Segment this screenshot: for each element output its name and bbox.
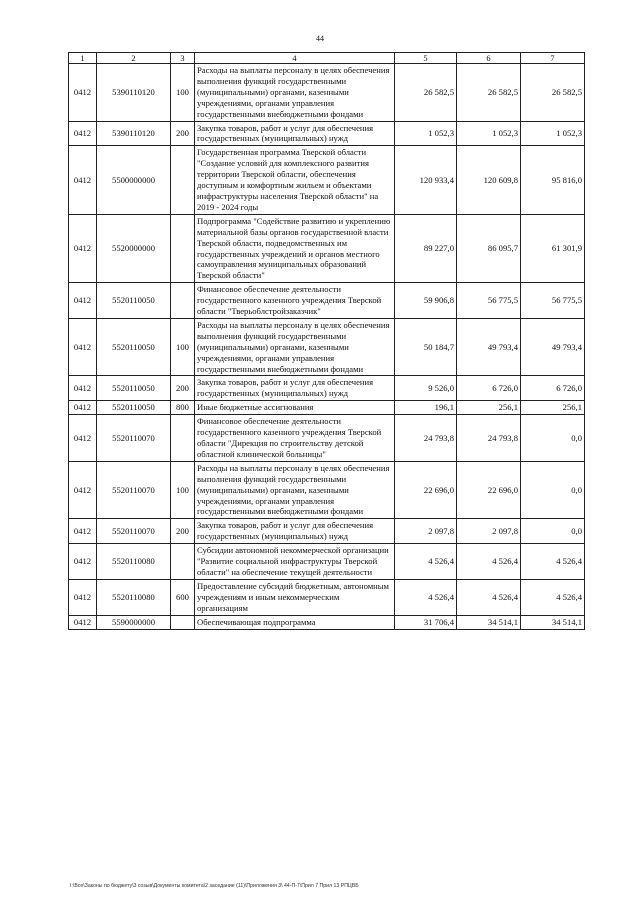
expense-type-cell	[171, 615, 195, 629]
budget-table	[68, 52, 585, 630]
section-cell: 0412	[69, 283, 97, 319]
amount-year1-cell: 4 526,4	[395, 544, 457, 580]
amount-year2-cell: 4 526,4	[457, 579, 521, 615]
expense-name-cell: Закупка товаров, работ и услуг для обеспечения государственных (муниципальных) нужд	[195, 519, 395, 544]
target-code-cell: 5390110120	[97, 64, 171, 122]
amount-year3-cell: 6 726,0	[521, 376, 585, 401]
table-row	[69, 415, 585, 462]
table-header-row	[69, 53, 585, 64]
section-cell: 0412	[69, 615, 97, 629]
table-row	[69, 376, 585, 401]
amount-year2-cell: 120 609,8	[457, 146, 521, 214]
header-cell: 1	[69, 53, 97, 64]
expense-name-cell: Подпрограмма "Содействие развитию и укреплению материальной базы органов государственной власти Тверской области, подведомственных им государственных учреждений и органов местного самоуправления муниципальных образований Тверской области"	[195, 214, 395, 282]
amount-year2-cell: 6 726,0	[457, 376, 521, 401]
expense-name-cell: Финансовое обеспечение деятельности государственного казенного учреждения Тверской области "Дирекция по строительству детской областной клинической больницы"	[195, 415, 395, 462]
expense-name-cell: Расходы на выплаты персоналу в целях обеспечения выполнения функций государственными (муниципальными) органами, казенными учреждениями, органами управления государственными внебюджетными фондами	[195, 461, 395, 519]
amount-year3-cell: 0,0	[521, 415, 585, 462]
header-cell: 5	[395, 53, 457, 64]
amount-year2-cell: 86 095,7	[457, 214, 521, 282]
amount-year3-cell: 0,0	[521, 461, 585, 519]
expense-type-cell: 100	[171, 318, 195, 376]
amount-year1-cell: 2 097,8	[395, 519, 457, 544]
amount-year3-cell: 256,1	[521, 401, 585, 415]
amount-year1-cell: 9 526,0	[395, 376, 457, 401]
section-cell: 0412	[69, 64, 97, 122]
expense-type-cell	[171, 415, 195, 462]
section-cell: 0412	[69, 121, 97, 146]
table-row	[69, 214, 585, 282]
expense-type-cell: 200	[171, 519, 195, 544]
expense-name-cell: Закупка товаров, работ и услуг для обеспечения государственных (муниципальных) нужд	[195, 376, 395, 401]
amount-year2-cell: 4 526,4	[457, 544, 521, 580]
target-code-cell: 5520110050	[97, 283, 171, 319]
amount-year2-cell: 26 582,5	[457, 64, 521, 122]
amount-year2-cell: 24 793,8	[457, 415, 521, 462]
section-cell: 0412	[69, 146, 97, 214]
target-code-cell: 5520110050	[97, 376, 171, 401]
section-cell: 0412	[69, 579, 97, 615]
header-cell: 4	[195, 53, 395, 64]
amount-year3-cell: 26 582,5	[521, 64, 585, 122]
expense-type-cell	[171, 283, 195, 319]
table-row	[69, 579, 585, 615]
amount-year2-cell: 49 793,4	[457, 318, 521, 376]
target-code-cell: 5590000000	[97, 615, 171, 629]
section-cell: 0412	[69, 214, 97, 282]
target-code-cell: 5520110070	[97, 519, 171, 544]
amount-year3-cell: 0,0	[521, 519, 585, 544]
expense-type-cell	[171, 214, 195, 282]
expense-name-cell: Предоставление субсидий бюджетным, автономным учреждениям и иным некоммерческим организациям	[195, 579, 395, 615]
target-code-cell: 5520110050	[97, 318, 171, 376]
target-code-cell: 5520110080	[97, 544, 171, 580]
header-cell: 3	[171, 53, 195, 64]
table-row	[69, 401, 585, 415]
page-number: 44	[316, 34, 324, 43]
table-row	[69, 615, 585, 629]
expense-name-cell: Обеспечивающая подпрограмма	[195, 615, 395, 629]
header-cell: 7	[521, 53, 585, 64]
expense-name-cell: Финансовое обеспечение деятельности государственного казенного учреждения Тверской области "Тверьоблстройзаказчик"	[195, 283, 395, 319]
amount-year3-cell: 49 793,4	[521, 318, 585, 376]
table-row	[69, 146, 585, 214]
amount-year1-cell: 24 793,8	[395, 415, 457, 462]
amount-year3-cell: 34 514,1	[521, 615, 585, 629]
amount-year3-cell: 95 816,0	[521, 146, 585, 214]
expense-type-cell	[171, 544, 195, 580]
amount-year1-cell: 89 227,0	[395, 214, 457, 282]
section-cell: 0412	[69, 519, 97, 544]
amount-year3-cell: 4 526,4	[521, 579, 585, 615]
amount-year2-cell: 34 514,1	[457, 615, 521, 629]
target-code-cell: 5520110070	[97, 461, 171, 519]
expense-type-cell: 600	[171, 579, 195, 615]
amount-year1-cell: 1 052,3	[395, 121, 457, 146]
expense-name-cell: Субсидии автономной некоммерческой организации "Развитие социальной инфраструктуры Тверской области" на обеспечение текущей деятельности	[195, 544, 395, 580]
expense-type-cell: 200	[171, 376, 195, 401]
footer-file-path: I:\Все\Законы по бюджету\3 созыв\Документы комитета\2 заседание (11)\Приложения 3\ 44-П-7\Прил 7 Прил 13 РПЦВБ	[70, 883, 359, 889]
amount-year1-cell: 50 184,7	[395, 318, 457, 376]
amount-year2-cell: 2 097,8	[457, 519, 521, 544]
expense-name-cell: Иные бюджетные ассигнования	[195, 401, 395, 415]
amount-year1-cell: 59 906,8	[395, 283, 457, 319]
section-cell: 0412	[69, 376, 97, 401]
table-row	[69, 544, 585, 580]
amount-year1-cell: 4 526,4	[395, 579, 457, 615]
table-row	[69, 519, 585, 544]
expense-type-cell: 200	[171, 121, 195, 146]
table-row	[69, 461, 585, 519]
amount-year1-cell: 31 706,4	[395, 615, 457, 629]
table-row	[69, 283, 585, 319]
expense-type-cell: 100	[171, 64, 195, 122]
target-code-cell: 5500000000	[97, 146, 171, 214]
amount-year3-cell: 56 775,5	[521, 283, 585, 319]
amount-year1-cell: 120 933,4	[395, 146, 457, 214]
amount-year3-cell: 4 526,4	[521, 544, 585, 580]
section-cell: 0412	[69, 415, 97, 462]
section-cell: 0412	[69, 461, 97, 519]
header-cell: 2	[97, 53, 171, 64]
amount-year2-cell: 256,1	[457, 401, 521, 415]
expense-type-cell	[171, 146, 195, 214]
expense-name-cell: Закупка товаров, работ и услуг для обеспечения государственных (муниципальных) нужд	[195, 121, 395, 146]
target-code-cell: 5520110050	[97, 401, 171, 415]
amount-year3-cell: 1 052,3	[521, 121, 585, 146]
table-row	[69, 121, 585, 146]
target-code-cell: 5520000000	[97, 214, 171, 282]
amount-year1-cell: 196,1	[395, 401, 457, 415]
expense-type-cell: 800	[171, 401, 195, 415]
target-code-cell: 5390110120	[97, 121, 171, 146]
amount-year2-cell: 1 052,3	[457, 121, 521, 146]
amount-year1-cell: 26 582,5	[395, 64, 457, 122]
section-cell: 0412	[69, 401, 97, 415]
amount-year2-cell: 22 696,0	[457, 461, 521, 519]
target-code-cell: 5520110070	[97, 415, 171, 462]
amount-year3-cell: 61 301,9	[521, 214, 585, 282]
table-row	[69, 64, 585, 122]
expense-name-cell: Государственная программа Тверской области "Создание условий для комплексного развития территории Тверской области, обеспечения доступным и комфортным жильем и объектами инфраструктуры населения Тверской области" на 2019 - 2024 годы	[195, 146, 395, 214]
section-cell: 0412	[69, 544, 97, 580]
header-cell: 6	[457, 53, 521, 64]
expense-type-cell: 100	[171, 461, 195, 519]
expense-name-cell: Расходы на выплаты персоналу в целях обеспечения выполнения функций государственными (муниципальными) органами, казенными учреждениями, органами управления государственными внебюджетными фондами	[195, 318, 395, 376]
expense-name-cell: Расходы на выплаты персоналу в целях обеспечения выполнения функций государственными (муниципальными) органами, казенными учреждениями, органами управления государственными внебюджетными фондами	[195, 64, 395, 122]
target-code-cell: 5520110080	[97, 579, 171, 615]
amount-year2-cell: 56 775,5	[457, 283, 521, 319]
table-row	[69, 318, 585, 376]
section-cell: 0412	[69, 318, 97, 376]
amount-year1-cell: 22 696,0	[395, 461, 457, 519]
